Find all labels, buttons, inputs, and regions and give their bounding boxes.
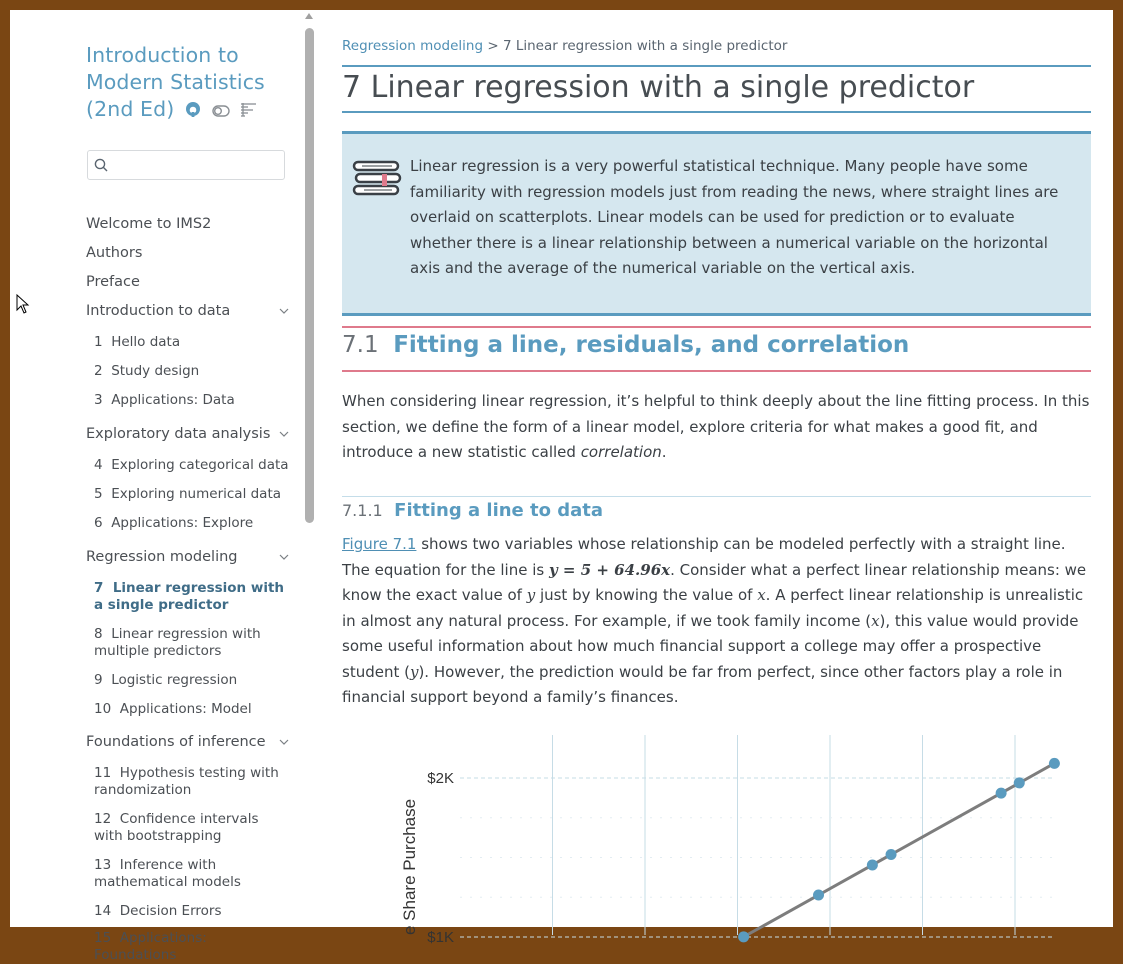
book-title-text[interactable]: Introduction to Modern Statistics (2nd Ed) [86, 43, 265, 121]
sidebar-item-chapter-13[interactable] [94, 857, 290, 891]
y-tick-label: $1K [427, 929, 454, 946]
data-point [867, 859, 878, 870]
chapter-num: 13 [94, 857, 112, 873]
subsection-heading [342, 500, 603, 521]
sidebar-item-chapter-15[interactable] [94, 930, 290, 964]
y-axis-label: e Share Purchase [400, 798, 419, 935]
chapter-label: Hello data [111, 334, 181, 350]
data-point [886, 849, 897, 860]
data-point [1014, 777, 1025, 788]
intro-emphasis: correlation [580, 443, 662, 461]
title-rule-bottom [342, 111, 1091, 113]
sidebar-item-chapter-8[interactable] [94, 626, 290, 660]
sidebar-item-chapter-5[interactable] [94, 486, 290, 503]
chapter-label: Linear regression with multiple predictors [94, 626, 261, 659]
browser-window [10, 10, 1113, 963]
body-paragraph [342, 532, 1092, 711]
body-text-1: shows two variables whose relationship can be modeled perfectly with a straight line. The equation for the line is [342, 535, 1066, 579]
chapter-num: 11 [94, 765, 112, 781]
sidebar-section-eda[interactable] [86, 426, 290, 442]
mouse-cursor-icon [16, 294, 30, 318]
figure-7-1-chart [382, 735, 1062, 946]
toggle-icon[interactable] [212, 97, 230, 124]
breadcrumb-separator: > [487, 38, 499, 54]
sidebar-item-chapter-14[interactable] [94, 903, 290, 920]
sidebar-item-chapter-3[interactable] [94, 392, 290, 409]
chapter-num: 6 [94, 515, 103, 531]
chevron-down-icon[interactable] [278, 428, 290, 444]
chapter-num: 3 [94, 392, 103, 408]
search-icon [94, 158, 109, 177]
sidebar-item-chapter-10[interactable] [94, 701, 290, 718]
intro-end: . [661, 443, 667, 461]
y-tick-label: $2K [427, 770, 454, 787]
data-point [996, 788, 1007, 799]
section-number: 7.1 [342, 332, 379, 358]
subsection-title: Fitting a line to data [394, 500, 604, 521]
chapter-num: 1 [94, 334, 103, 350]
sidebar-item-chapter-9[interactable] [94, 672, 290, 689]
chapter-label: Applications: Explore [111, 515, 254, 531]
chapter-label: Linear regression with a single predictor [94, 580, 285, 613]
math-y: y [526, 586, 536, 604]
title-rule-top [342, 65, 1091, 67]
section-label[interactable]: Introduction to data [86, 303, 231, 319]
body-text-6: ). However, the prediction would be far from perfect, since other factors play a role in financial support beyond a family’s finances. [342, 662, 1063, 706]
chapter-num: 15 [94, 930, 112, 946]
chapter-num: 8 [94, 626, 103, 642]
body-text-2: . Consider what a perfect linear relationship means: we know the exact value of [342, 560, 1087, 604]
section-rule-top [342, 326, 1091, 328]
breadcrumb-current[interactable]: 7 Linear regression with a single predictor [502, 38, 788, 54]
main-content [342, 10, 1092, 946]
books-icon [352, 160, 402, 202]
book-title[interactable] [86, 42, 286, 124]
chapter-label: Hypothesis testing with randomization [94, 765, 279, 798]
chapter-num: 5 [94, 486, 103, 502]
chapter-num: 4 [94, 457, 103, 473]
intro-text: When considering linear regression, it’s helpful to think deeply about the line fitting process. In this section, we define the form of a linear model, explore criteria for what makes a good fit, and introduce a new statistic called [342, 392, 1090, 461]
chapter-num: 7 [94, 580, 104, 596]
sidebar-item-authors[interactable]: Authors [86, 245, 143, 261]
chapter-intro-callout [342, 131, 1091, 316]
math-x: x [757, 586, 766, 604]
sidebar-item-chapter-12[interactable] [94, 811, 290, 845]
sidebar-item-chapter-6[interactable] [94, 515, 290, 532]
search-input[interactable] [114, 155, 280, 175]
breadcrumb-part-link[interactable]: Regression modeling [342, 38, 484, 54]
chapter-label: Decision Errors [119, 903, 222, 919]
section-label[interactable]: Regression modeling [86, 549, 238, 565]
data-point [1049, 758, 1060, 769]
figure-7-1-link[interactable]: Figure 7.1 [342, 535, 417, 553]
chevron-down-icon[interactable] [278, 551, 290, 567]
chapter-num: 14 [94, 903, 112, 919]
chapter-label: Applications: Data [111, 392, 235, 408]
data-point [813, 890, 824, 901]
sidebar-section-intro-data[interactable] [86, 303, 290, 319]
chapter-label: Applications: Foundations [94, 930, 207, 963]
chapter-num: 12 [94, 811, 112, 827]
intro-paragraph [342, 389, 1092, 466]
sidebar-item-chapter-2[interactable] [94, 363, 290, 380]
section-label[interactable]: Exploratory data analysis [86, 426, 271, 442]
chapter-num: 10 [94, 701, 112, 717]
page-title: 7 Linear regression with a single predictor [342, 70, 975, 105]
chapter-num: 9 [94, 672, 103, 688]
body-text-4: . A perfect linear relationship is unrealistic in almost any natural process. For example, if we took family income ( [342, 586, 1084, 630]
sidebar-item-welcome[interactable]: Welcome to IMS2 [86, 216, 212, 232]
breadcrumb [342, 38, 787, 54]
callout-text: Linear regression is a very powerful statistical technique. Many people have some familiarity with regression models just from reading the news, where straight lines are overlaid on scatterplots. Linear models can be used for prediction or to evaluate whether there is a linear relationship between a numerical variable on the horizontal axis and the average of the numerical variable on the vertical axis. [410, 157, 1059, 277]
reader-mode-icon[interactable] [240, 97, 257, 124]
scroll-up-arrow-icon[interactable] [305, 13, 313, 19]
chapter-label: Inference with mathematical models [94, 857, 241, 890]
github-icon[interactable] [185, 97, 201, 124]
sidebar [10, 10, 300, 963]
subsection-number: 7.1.1 [342, 501, 383, 520]
sidebar-item-preface[interactable]: Preface [86, 274, 140, 290]
chevron-down-icon[interactable] [278, 305, 290, 321]
chapter-label: Study design [111, 363, 200, 379]
sidebar-item-chapter-1[interactable] [94, 334, 290, 351]
subsection-rule [342, 496, 1091, 497]
math-x: x [871, 611, 880, 630]
search-box[interactable] [87, 150, 285, 180]
line-equation: y = 5 + 64.96x [548, 560, 671, 579]
chapter-label: Applications: Model [119, 701, 252, 717]
body-text-3: just by knowing the value of [535, 586, 758, 604]
math-y: y [409, 662, 419, 681]
chapter-label: Exploring numerical data [111, 486, 282, 502]
section-title: Fitting a line, residuals, and correlation [393, 332, 910, 358]
chapter-label: Logistic regression [111, 672, 238, 688]
chevron-down-icon[interactable] [278, 736, 290, 752]
sidebar-section-inference[interactable] [86, 734, 290, 750]
chapter-label: Exploring categorical data [111, 457, 289, 473]
chapter-num: 2 [94, 363, 103, 379]
regression-line [744, 763, 1055, 937]
section-rule-bottom [342, 370, 1091, 372]
sidebar-item-chapter-4[interactable] [94, 457, 290, 474]
data-point [738, 931, 749, 942]
sidebar-item-chapter-7-active[interactable] [94, 580, 290, 614]
chapter-label: Confidence intervals with bootstrapping [94, 811, 259, 844]
sidebar-section-regression[interactable] [86, 549, 290, 565]
body-text-5: ), this value would provide some useful information about how much financial support a college may offer a prospective student ( [342, 611, 1079, 681]
section-heading [342, 332, 909, 358]
section-label[interactable]: Foundations of inference [86, 734, 266, 750]
sidebar-item-chapter-11[interactable] [94, 765, 290, 799]
sidebar-scrollbar-thumb[interactable] [305, 28, 314, 523]
